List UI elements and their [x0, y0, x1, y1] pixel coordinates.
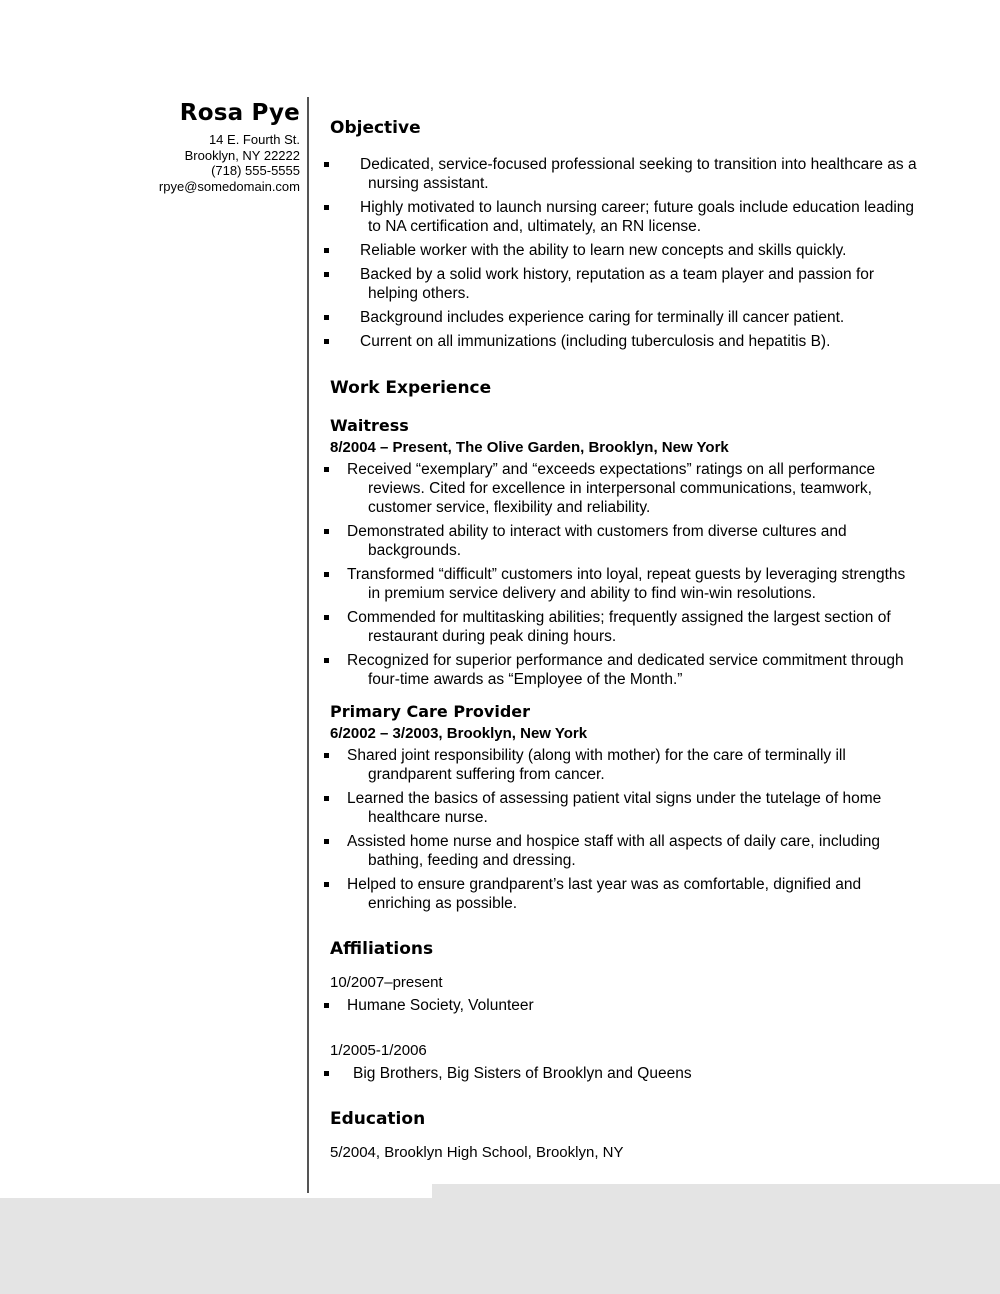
contact-city: Brooklyn, NY 22222	[184, 147, 300, 163]
list-item: Highly motivated to launch nursing career; future goals include education leading to NA certification and, ultimately, an RN license.	[330, 198, 920, 236]
bullet-icon	[324, 572, 329, 577]
list-item: Reliable worker with the ability to learn new concepts and skills quickly.	[330, 241, 920, 260]
bullet-icon	[324, 248, 329, 253]
job-dates: 6/2002 – 3/2003, Brooklyn, New York	[330, 725, 588, 742]
affiliation-list	[330, 1064, 920, 1083]
job-duties-list	[330, 746, 920, 913]
scan-edge	[0, 1198, 1000, 1294]
vertical-divider	[307, 97, 309, 1193]
job-title: Waitress	[330, 416, 409, 435]
list-item: Dedicated, service-focused professional seeking to transition into healthcare as a nursing assistant.	[330, 155, 920, 193]
bullet-icon	[324, 315, 329, 320]
list-item: Humane Society, Volunteer	[330, 996, 920, 1015]
job-dates: 8/2004 – Present, The Olive Garden, Brooklyn, New York	[330, 439, 729, 456]
education-entry: 5/2004, Brooklyn High School, Brooklyn, NY	[330, 1144, 624, 1161]
contact-email: rpye@somedomain.com	[158, 178, 300, 194]
list-item: Recognized for superior performance and dedicated service commitment through four-time awards as “Employee of the Month.”	[330, 651, 920, 689]
bullet-icon	[324, 272, 329, 277]
job-duties-list	[330, 460, 920, 689]
bullet-icon	[324, 658, 329, 663]
list-item: Assisted home nurse and hospice staff with all aspects of daily care, including bathing, feeding and dressing.	[330, 832, 920, 870]
affiliation-date: 10/2007–present	[330, 974, 443, 991]
list-item: Background includes experience caring for terminally ill cancer patient.	[330, 308, 920, 327]
bullet-icon	[324, 162, 329, 167]
bullet-icon	[324, 796, 329, 801]
work-experience-heading: Work Experience	[330, 378, 492, 398]
bullet-icon	[324, 467, 329, 472]
contact-address: 14 E. Fourth St.	[208, 132, 300, 147]
list-item: Received “exemplary” and “exceeds expectations” ratings on all performance reviews. Cited for excellence in interpersonal communications, teamwork, customer service, flexibility and reliability.	[330, 460, 920, 517]
bullet-icon	[324, 529, 329, 534]
bullet-icon	[324, 839, 329, 844]
list-item: Demonstrated ability to interact with customers from diverse cultures and backgrounds.	[330, 522, 920, 560]
bullet-icon	[324, 615, 329, 620]
contact-phone: (718) 555-5555	[211, 163, 300, 178]
objective-heading: Objective	[330, 118, 421, 138]
affiliations-heading: Affiliations	[330, 939, 434, 959]
contact-block	[100, 100, 300, 194]
list-item: Helped to ensure grandparent’s last year was as comfortable, dignified and enriching as possible.	[330, 875, 920, 913]
education-heading: Education	[330, 1109, 426, 1129]
affiliation-list	[330, 996, 920, 1015]
bullet-icon	[324, 1003, 329, 1008]
affiliation-date: 1/2005-1/2006	[330, 1042, 427, 1059]
list-item: Learned the basics of assessing patient vital signs under the tutelage of home healthcare nurse.	[330, 789, 920, 827]
list-item: Commended for multitasking abilities; frequently assigned the largest section of restaurant during peak dining hours.	[330, 608, 920, 646]
list-item: Big Brothers, Big Sisters of Brooklyn and Queens	[330, 1064, 920, 1083]
objective-list	[330, 155, 920, 351]
list-item: Current on all immunizations (including tuberculosis and hepatitis B).	[330, 332, 920, 351]
candidate-name: Rosa Pye	[179, 100, 300, 126]
bullet-icon	[324, 882, 329, 887]
bullet-icon	[324, 339, 329, 344]
bullet-icon	[324, 753, 329, 758]
bullet-icon	[324, 1071, 329, 1076]
list-item: Shared joint responsibility (along with mother) for the care of terminally ill grandparent suffering from cancer.	[330, 746, 920, 784]
list-item: Backed by a solid work history, reputation as a team player and passion for helping others.	[330, 265, 920, 303]
list-item: Transformed “difficult” customers into loyal, repeat guests by leveraging strengths in premium service delivery and ability to find win-win resolutions.	[330, 565, 920, 603]
bullet-icon	[324, 205, 329, 210]
job-title: Primary Care Provider	[330, 702, 531, 721]
resume-body	[330, 118, 920, 1161]
